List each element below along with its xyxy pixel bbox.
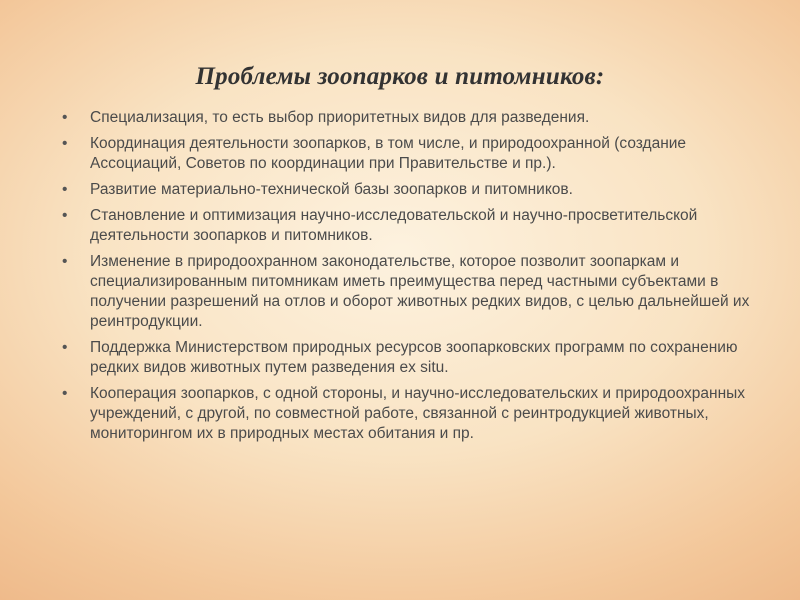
slide-title: Проблемы зоопарков и питомников:	[195, 63, 605, 90]
list-item	[62, 252, 772, 332]
list-item-text: Становление и оптимизация научно-исследовательской и научно-просветительской деятельности зоопарков и питомников.	[90, 207, 698, 244]
bullet-icon: •	[62, 109, 68, 126]
bullet-icon: •	[62, 181, 68, 198]
list-item-text: Кооперация зоопарков, с одной стороны, и научно-исследовательских и природоохранных учреждений, с другой, по совместной работе, связанной с реинтродукцией животных, мониторингом их в природных местах обитания и пр.	[90, 385, 746, 442]
bullet-icon: •	[62, 207, 68, 224]
list-item-text: Поддержка Министерством природных ресурсов зоопарковских программ по сохранению редких видов животных путем разведения ex situ.	[90, 339, 738, 376]
list-item-text: Изменение в природоохранном законодательстве, которое позволит зоопаркам и специализированным питомникам иметь преимущества перед частными субъектами в получении разрешений на отлов и оборот животных редких видов, с целью дальнейшей их реинтродукции.	[90, 253, 750, 330]
bullet-icon: •	[62, 135, 68, 152]
list-item-text: Развитие материально-технической базы зоопарков и питомников.	[90, 181, 573, 198]
list-item	[62, 206, 772, 246]
list-item-text: Координация деятельности зоопарков, в том числе, и природоохранной (создание Ассоциаций, Советов по координации при Правительстве и пр.).	[90, 135, 687, 172]
list-item	[62, 384, 772, 444]
list-item	[62, 180, 772, 200]
bullet-icon: •	[62, 253, 68, 270]
list-item	[62, 338, 772, 378]
list-item-text: Специализация, то есть выбор приоритетных видов для разведения.	[90, 109, 590, 126]
bullet-icon: •	[62, 339, 68, 356]
list-item	[62, 108, 772, 128]
bullet-list	[62, 108, 772, 450]
list-item	[62, 134, 772, 174]
bullet-icon: •	[62, 385, 68, 402]
